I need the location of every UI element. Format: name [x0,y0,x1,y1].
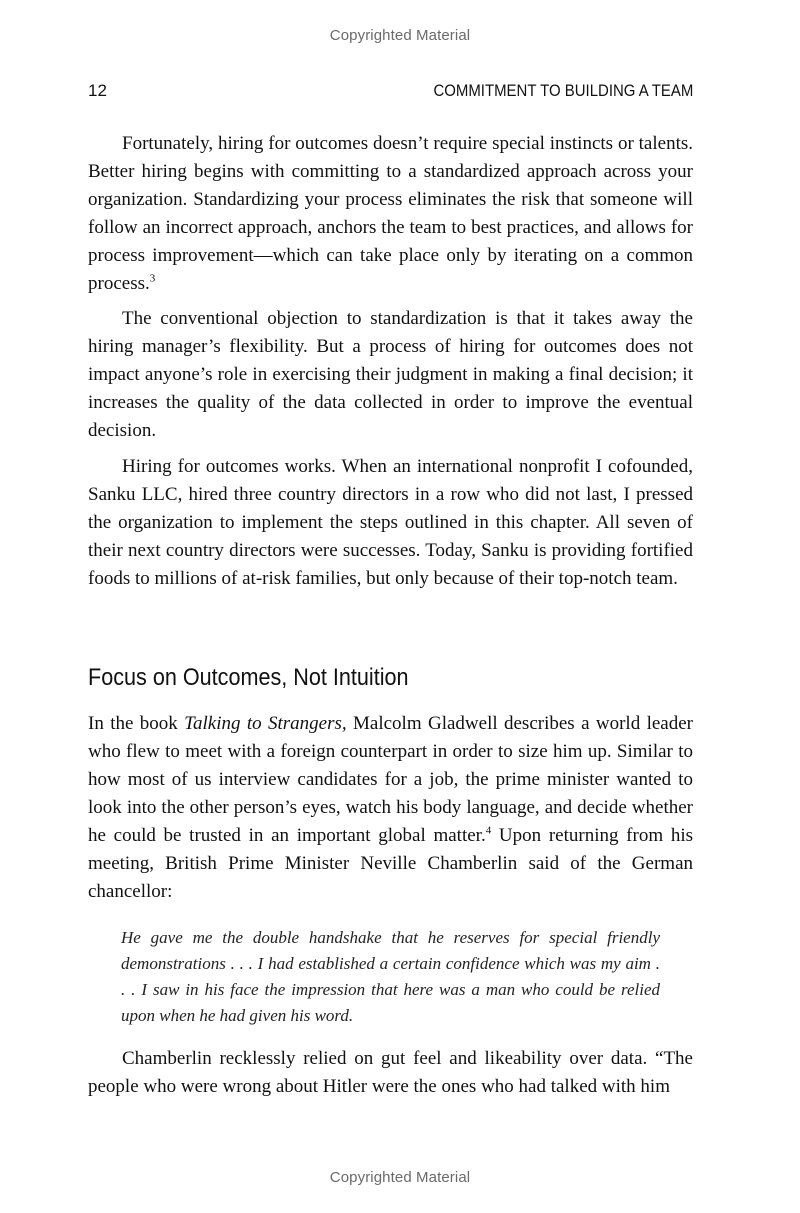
running-header [88,81,693,103]
paragraph-gladwell [88,710,693,906]
footnote-marker: 3 [149,272,156,285]
section-heading: Focus on Outcomes, Not Intuition [88,664,409,691]
page-number: 12 [88,81,107,100]
paragraph-text: Malcolm Gladwell describes a world leader who flew to meet with a foreign counterpart in order to size him up. Similar to how most of us interview candidates for a job, the prime minister wanted to look into the other person’s eyes, watch his body language, and decide whether he could be trusted in an important global matter. [88,713,693,846]
copyright-watermark-top: Copyrighted Material [329,27,471,44]
paragraph-text: The conventional objection to standardization is that it takes away the hiring manager’s flexibility. But a process of hiring for outcomes does not impact anyone’s role in exercising their judgment in making a final decision; it increases the quality of the data collected in order to improve the eventual decision. [88,308,693,441]
paragraph-conventional-objection [88,305,693,445]
copyright-watermark-bottom: Copyrighted Material [329,1169,471,1186]
paragraph-hiring-works [88,453,693,593]
paragraph-hiring-standardization [88,130,693,298]
quote-text: He gave me the double handshake that he reserves for special friendly demonstrations . . . I had established a certain confidence which was my aim . . . I saw in his face the impression that here was a man who could be relied upon when he had given his word. [121,928,660,1025]
paragraph-text: Fortunately, hiring for outcomes doesn’t require special instincts or talents. Better hiring begins with committing to a standardized approach across your organization. Standardizing your process eliminates the risk that someone will follow an incorrect approach, anchors the team to best practices, and allows for process improvement—which can take place only by iterating on a common process. [88,133,693,294]
paragraph-text: Hiring for outcomes works. When an international nonprofit I cofounded, Sanku LLC, hired three country directors in a row who did not last, I pressed the organization to implement the steps outlined in this chapter. All seven of their next country directors were successes. Today, Sanku is providing fortified foods to millions of at-risk families, but only because of their top-notch team. [88,456,693,589]
paragraph-text: In the book [88,713,185,734]
footnote-marker: 4 [485,824,492,837]
paragraph-text: Chamberlin recklessly relied on gut feel and likeability over data. “The people who were wrong about Hitler were the ones who had talked with him [88,1048,693,1097]
block-quote [121,925,660,1029]
paragraph-text: Upon returning from his meeting, British Prime Minister Neville Chamberlin said of the German chancellor: [88,825,693,902]
book-title: Talking to Strangers, [184,713,347,734]
paragraph-chamberlin [88,1045,693,1101]
chapter-title: COMMITMENT TO BUILDING A TEAM [433,81,693,100]
